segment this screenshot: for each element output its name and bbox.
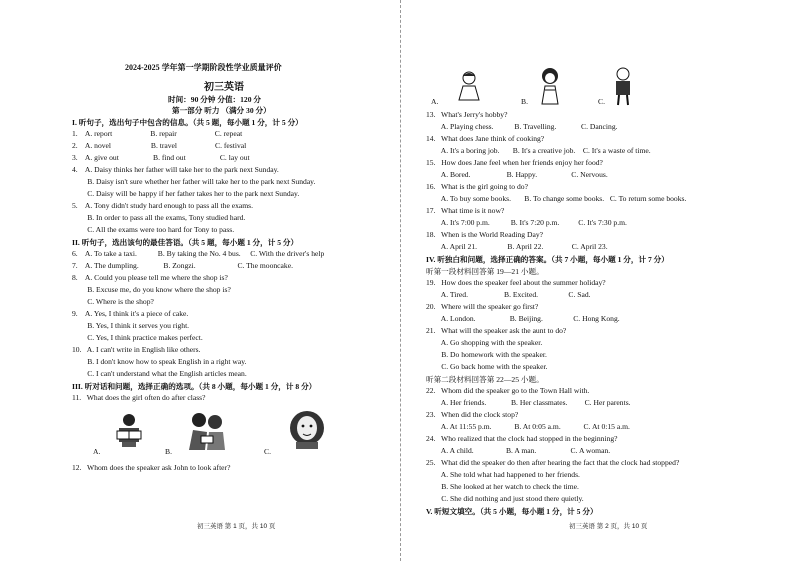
girl-portrait-picture xyxy=(288,410,326,450)
question-line: B. I don't know how to speak English in a right way. xyxy=(72,357,247,366)
question-line: B. Yes, I think it serves you right. xyxy=(72,321,190,330)
question-line: 20. Where will the speaker go first? xyxy=(426,302,539,311)
question-line: 23. When did the clock stop? xyxy=(426,410,519,419)
section-heading: III. 听对话和问题，选择正确的选项。（共 8 小题，每小题 1 分，计 8 分） xyxy=(72,382,317,391)
question-line: A. Playing chess. B. Travelling. C. Dancing. xyxy=(426,122,618,131)
question-line: B. Excuse me, do you know where the shop is? xyxy=(72,285,231,294)
question-line: 4. A. Daisy thinks her father will take her to the park next Sunday. xyxy=(72,165,279,174)
question-line: C. All the exams were too hard for Tony to pass. xyxy=(72,225,235,234)
question-line: C. Daisy will be happy if her father takes her to the park next Sunday. xyxy=(72,189,300,198)
question-line: 8. A. Could you please tell me where the shop is? xyxy=(72,273,228,282)
part-one-heading: 第一部分 听力 （满分 30 分） xyxy=(172,106,271,115)
option-label: C. xyxy=(598,97,605,106)
question-line: 21. What will the speaker ask the aunt to do? xyxy=(426,326,567,335)
boy-picture xyxy=(453,70,485,102)
question-line: 19. How does the speaker feel about the summer holiday? xyxy=(426,278,606,287)
question-line: 15. How does Jane feel when her friends enjoy her food? xyxy=(426,158,603,167)
question-line: 18. When is the World Reading Day? xyxy=(426,230,543,239)
question-line: 12. Whom does the speaker ask John to look after? xyxy=(72,463,231,472)
section-heading: V. 听短文填空。（共 5 小题，每小题 1 分，计 5 分） xyxy=(426,507,598,516)
question-line: 1. A. report B. repair C. repeat xyxy=(72,129,243,138)
question-line: 17. What time is it now? xyxy=(426,206,505,215)
question-line: A. Her friends. B. Her classmates. C. Her parents. xyxy=(426,398,631,407)
question-line: C. Go back home with the speaker. xyxy=(426,362,548,371)
question-line: 25. What did the speaker do then after hearing the fact that the clock had stopped? xyxy=(426,458,680,467)
option-label: B. xyxy=(165,447,172,456)
option-label: A. xyxy=(431,97,439,106)
question-line: A. London. B. Beijing. C. Hong Kong. xyxy=(426,314,620,323)
material-note: 听第一段材料回答第 19—21 小题。 xyxy=(426,267,544,276)
material-note: 听第二段材料回答第 22—25 小题。 xyxy=(426,375,544,384)
question-line: A. To buy some books. B. To change some books. C. To return some books. xyxy=(426,194,687,203)
question-line: 7. A. The dumpling. B. Zongzi. C. The mooncake. xyxy=(72,261,293,270)
option-label: B. xyxy=(521,97,528,106)
question-line: B. She looked at her watch to check the time. xyxy=(426,482,579,491)
girl-reading-picture xyxy=(112,412,146,448)
question-line: 3. A. give out B. find out C. lay out xyxy=(72,153,250,162)
question-line: A. April 21. B. April 22. C. April 23. xyxy=(426,242,608,251)
question-line: A. She told what had happened to her friends. xyxy=(426,470,580,479)
question-line: 5. A. Tony didn't study hard enough to pass all the exams. xyxy=(72,201,254,210)
girl-picture xyxy=(535,66,565,106)
question-line: 2. A. novel B. travel C. festival xyxy=(72,141,247,150)
time-score: 时间：90 分钟 分值：120 分 xyxy=(168,95,262,104)
old-man-picture xyxy=(610,66,636,106)
page-divider xyxy=(400,0,405,561)
option-label: A. xyxy=(93,447,101,456)
question-line: 24. Who realized that the clock had stopped in the beginning? xyxy=(426,434,618,443)
question-line: C. Yes, I think practice makes perfect. xyxy=(72,333,203,342)
question-line: A. It's 7:00 p.m. B. It's 7:20 p.m. C. It's 7:30 p.m. xyxy=(426,218,627,227)
page-footer: 初三英语 第 1 页，共 10 页 xyxy=(197,523,276,530)
section-heading: I. 听句子，选出句子中包含的信息。（共 5 题，每小题 1 分，计 5 分） xyxy=(72,118,303,127)
question-line: 9. A. Yes, I think it's a piece of cake. xyxy=(72,309,189,318)
section-heading: II. 听句子，选出该句的最佳答语。（共 5 题，每小题 1 分，计 5 分） xyxy=(72,238,299,247)
exam-title: 2024-2025 学年第一学期阶段性学业质量评价 xyxy=(125,63,282,72)
question-line: B. In order to pass all the exams, Tony studied hard. xyxy=(72,213,246,222)
question-line: A. Bored. B. Happy. C. Nervous. xyxy=(426,170,608,179)
question-line: B. Daisy isn't sure whether her father will take her to the park next Sunday. xyxy=(72,177,316,186)
page-footer: 初三英语 第 2 页，共 10 页 xyxy=(569,523,648,530)
question-line: 14. What does Jane think of cooking? xyxy=(426,134,545,143)
children-playing-picture xyxy=(185,410,229,452)
section-heading: IV. 听独白和问题，选择正确的答案。（共 7 小题，每小题 1 分，计 7 分） xyxy=(426,255,669,264)
question-line: A. At 11:55 p.m. B. At 0:05 a.m. C. At 0:15 a.m. xyxy=(426,422,630,431)
question-line: 6. A. To take a taxi. B. By taking the No. 4 bus. C. With the driver's help xyxy=(72,249,325,258)
option-label: C. xyxy=(264,447,271,456)
question-line: 16. What is the girl going to do? xyxy=(426,182,528,191)
question-line: C. She did nothing and just stood there quietly. xyxy=(426,494,584,503)
question-line: 13. What's Jerry's hobby? xyxy=(426,110,508,119)
question-line: 10. A. I can't write in English like others. xyxy=(72,345,201,354)
question-line: A. Tired. B. Excited. C. Sad. xyxy=(426,290,591,299)
question-line: A. It's a boring job. B. It's a creative job. C. It's a waste of time. xyxy=(426,146,651,155)
question-line: 22. Whom did the speaker go to the Town Hall with. xyxy=(426,386,590,395)
question-line: A. Go shopping with the speaker. xyxy=(426,338,543,347)
question-line: B. Do homework with the speaker. xyxy=(426,350,547,359)
subject-title: 初三英语 xyxy=(204,82,244,93)
question-line: C. Where is the shop? xyxy=(72,297,154,306)
question-line: C. I can't understand what the English articles mean. xyxy=(72,369,247,378)
question-line: 11. What does the girl often do after class? xyxy=(72,393,206,402)
question-line: A. A child. B. A man. C. A woman. xyxy=(426,446,611,455)
